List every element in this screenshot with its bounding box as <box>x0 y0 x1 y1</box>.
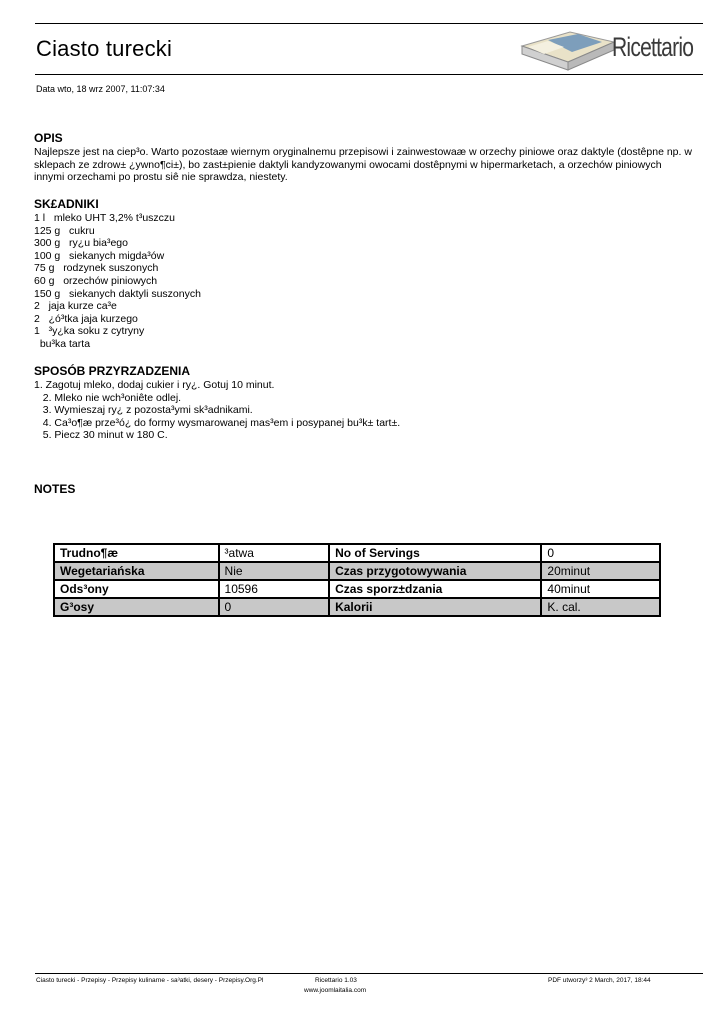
method-step: 1. Zagotuj mleko, dodaj cukier i ry¿. Gotuj 10 minut. <box>34 379 275 391</box>
ingredients-section <box>34 197 201 351</box>
info-value: 40minut <box>541 580 660 598</box>
method-heading: SPOSÓB PRZYRZADZENIA <box>34 364 191 378</box>
info-value: 20minut <box>541 562 660 580</box>
info-label: Kalorii <box>329 598 541 616</box>
ingredient-item: 2 ¿ó³tka jaja kurzego <box>34 312 138 325</box>
ingredient-item: 1 l mleko UHT 3,2% t³uszczu <box>34 212 176 224</box>
description-section <box>34 131 694 184</box>
info-value: 0 <box>541 544 660 562</box>
method-step: 4. Ca³o¶æ prze³ó¿ do formy wysmarowanej mas³em i posypanej bu³k± tart±. <box>34 416 401 429</box>
ingredients-heading: SK£ADNIKI <box>34 197 99 211</box>
table-row <box>54 598 660 616</box>
info-label: Czas sporz±dzania <box>329 580 541 598</box>
table-row <box>54 562 660 580</box>
logo-text: Ricettario <box>612 32 694 62</box>
notes-heading: NOTES <box>34 482 76 496</box>
info-value: Nie <box>219 562 330 580</box>
footer-rule <box>35 973 703 974</box>
method-section <box>34 364 400 442</box>
page-title: Ciasto turecki <box>36 36 173 61</box>
info-label: Ods³ony <box>54 580 219 598</box>
ingredient-item: bu³ka tarta <box>34 337 91 350</box>
info-label: Czas przygotowywania <box>329 562 541 580</box>
creation-date: Data wto, 18 wrz 2007, 11:07:34 <box>36 84 165 94</box>
description-heading: OPIS <box>34 131 63 145</box>
header-rule <box>35 74 703 75</box>
cookbook-icon <box>518 28 618 76</box>
ingredient-item: 2 jaja kurze ca³e <box>34 300 117 313</box>
info-value: 10596 <box>219 580 330 598</box>
info-label: G³osy <box>54 598 219 616</box>
footer-source: Ciasto turecki - Przepisy - Przepisy kulinarne - sa³atki, desery - Przepisy.Org.Pl <box>36 977 264 984</box>
recipe-info-table <box>53 543 661 617</box>
notes-section <box>34 482 75 497</box>
ingredient-item: 100 g siekanych migda³ów <box>34 249 165 262</box>
ingredient-item: 60 g orzechów piniowych <box>34 274 158 287</box>
info-value: K. cal. <box>541 598 660 616</box>
ingredient-item: 1 ³y¿ka soku z cytryny <box>34 325 145 338</box>
ingredient-item: 125 g cukru <box>34 224 95 237</box>
table-row <box>54 544 660 562</box>
info-value: ³atwa <box>219 544 330 562</box>
ingredient-item: 75 g rodzynek suszonych <box>34 262 159 275</box>
table-row <box>54 580 660 598</box>
ricettario-logo <box>518 28 708 76</box>
info-label: Wegetariańska <box>54 562 219 580</box>
ingredient-item: 300 g ry¿u bia³ego <box>34 237 128 250</box>
footer-version: Ricettario 1.03 <box>315 977 357 984</box>
method-step: 5. Piecz 30 minut w 180 C. <box>34 429 168 442</box>
description-text: Najlepsze jest na ciep³o. Warto pozostaæ wiernym oryginalnemu przepisowi i zainwestowaæ w orzechy piniowe oraz daktyle (dostêpne np. w sklepach ze zdrow± ¿ywno¶ci±), bo zast±pienie daktyli kandyzowanymi owocami dostêpnymi w hipermarketach, a orzechów piniowych innymi orzechami po prostu siê nie sprawdza, niestety. <box>34 146 692 184</box>
top-rule <box>35 23 703 24</box>
info-value: 0 <box>219 598 330 616</box>
info-label: Trudno¶æ <box>54 544 219 562</box>
ingredient-item: 150 g siekanych daktyli suszonych <box>34 287 201 300</box>
info-label: No of Servings <box>329 544 541 562</box>
method-step: 3. Wymieszaj ry¿ z pozosta³ymi sk³adnikami. <box>34 404 253 417</box>
footer-url: www.joomlaitalia.com <box>304 987 367 994</box>
footer-pdf-date: PDF utworzy³ 2 March, 2017, 18:44 <box>548 977 651 984</box>
method-step: 2. Mleko nie wch³oniête odlej. <box>34 391 182 404</box>
